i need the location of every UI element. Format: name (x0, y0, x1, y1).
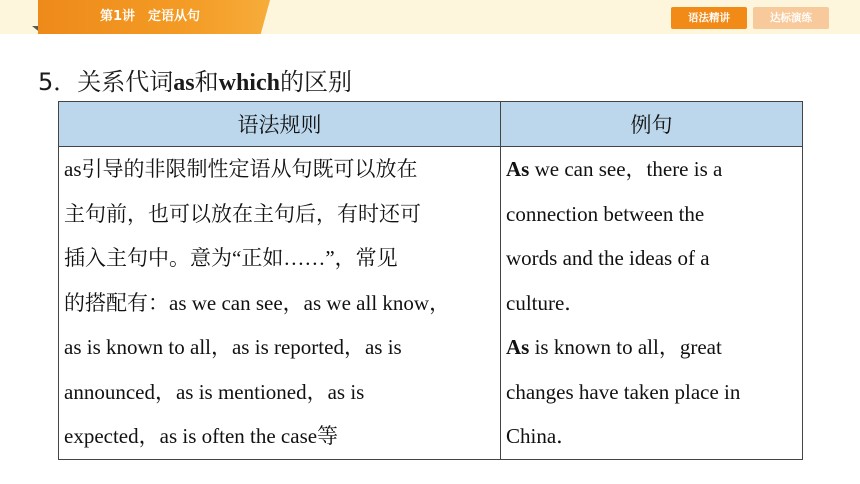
section-number: 5． (38, 68, 78, 96)
example-line (506, 325, 798, 370)
example-line-text: changes have taken place in (506, 379, 741, 404)
heading-which: which (218, 70, 280, 96)
rule-line: 插入主句中。意为“正如……”，常见 (64, 246, 398, 270)
tab-practice[interactable]: 达标演练 (753, 7, 829, 29)
rule-line: 主句前，也可以放在主句后，有时还可 (64, 201, 421, 226)
column-header-example: 例句 (501, 102, 803, 147)
rule-line: 的搭配有：as we can see，as we all know， (64, 290, 451, 315)
example-line-text: connection between the (506, 201, 705, 226)
rule-line: as引导的非限制性定语从句既可以放在 (64, 157, 418, 181)
comparison-table (58, 101, 803, 460)
example-keyword: As (506, 335, 530, 359)
example-line-text: is known to all，great (529, 335, 722, 359)
example-keyword: As (506, 157, 530, 181)
example-line-text: we can see，there is a (529, 157, 723, 181)
rule-cell (59, 147, 501, 460)
example-line-text: words and the ideas of a (506, 246, 710, 270)
column-header-rule: 语法规则 (59, 102, 501, 147)
rule-line: as is known to all，as is reported，as is (64, 335, 402, 359)
heading-text-2: 和 (194, 68, 219, 96)
section-heading (38, 64, 352, 100)
heading-text-1: 关系代词 (77, 68, 174, 96)
rule-line: expected，as is often the case等 (64, 424, 339, 448)
example-text (501, 147, 802, 459)
example-line (506, 236, 798, 281)
table-header-row (59, 102, 803, 147)
rule-text (59, 147, 500, 459)
rule-line: announced，as is mentioned，as is (64, 379, 365, 404)
table-row (59, 147, 803, 460)
example-line (506, 281, 798, 326)
tab-grammar-explanation[interactable]: 语法精讲 (671, 7, 747, 29)
heading-text-3: 的区别 (279, 68, 352, 96)
heading-as: as (173, 70, 195, 96)
example-line-text: culture． (506, 290, 586, 315)
lesson-title: 第1讲 定语从句 (100, 9, 201, 24)
example-line (506, 370, 798, 415)
example-line-text: China． (506, 424, 578, 448)
example-cell (501, 147, 803, 460)
example-line (506, 147, 798, 192)
example-line (506, 414, 798, 459)
example-line (506, 192, 798, 237)
